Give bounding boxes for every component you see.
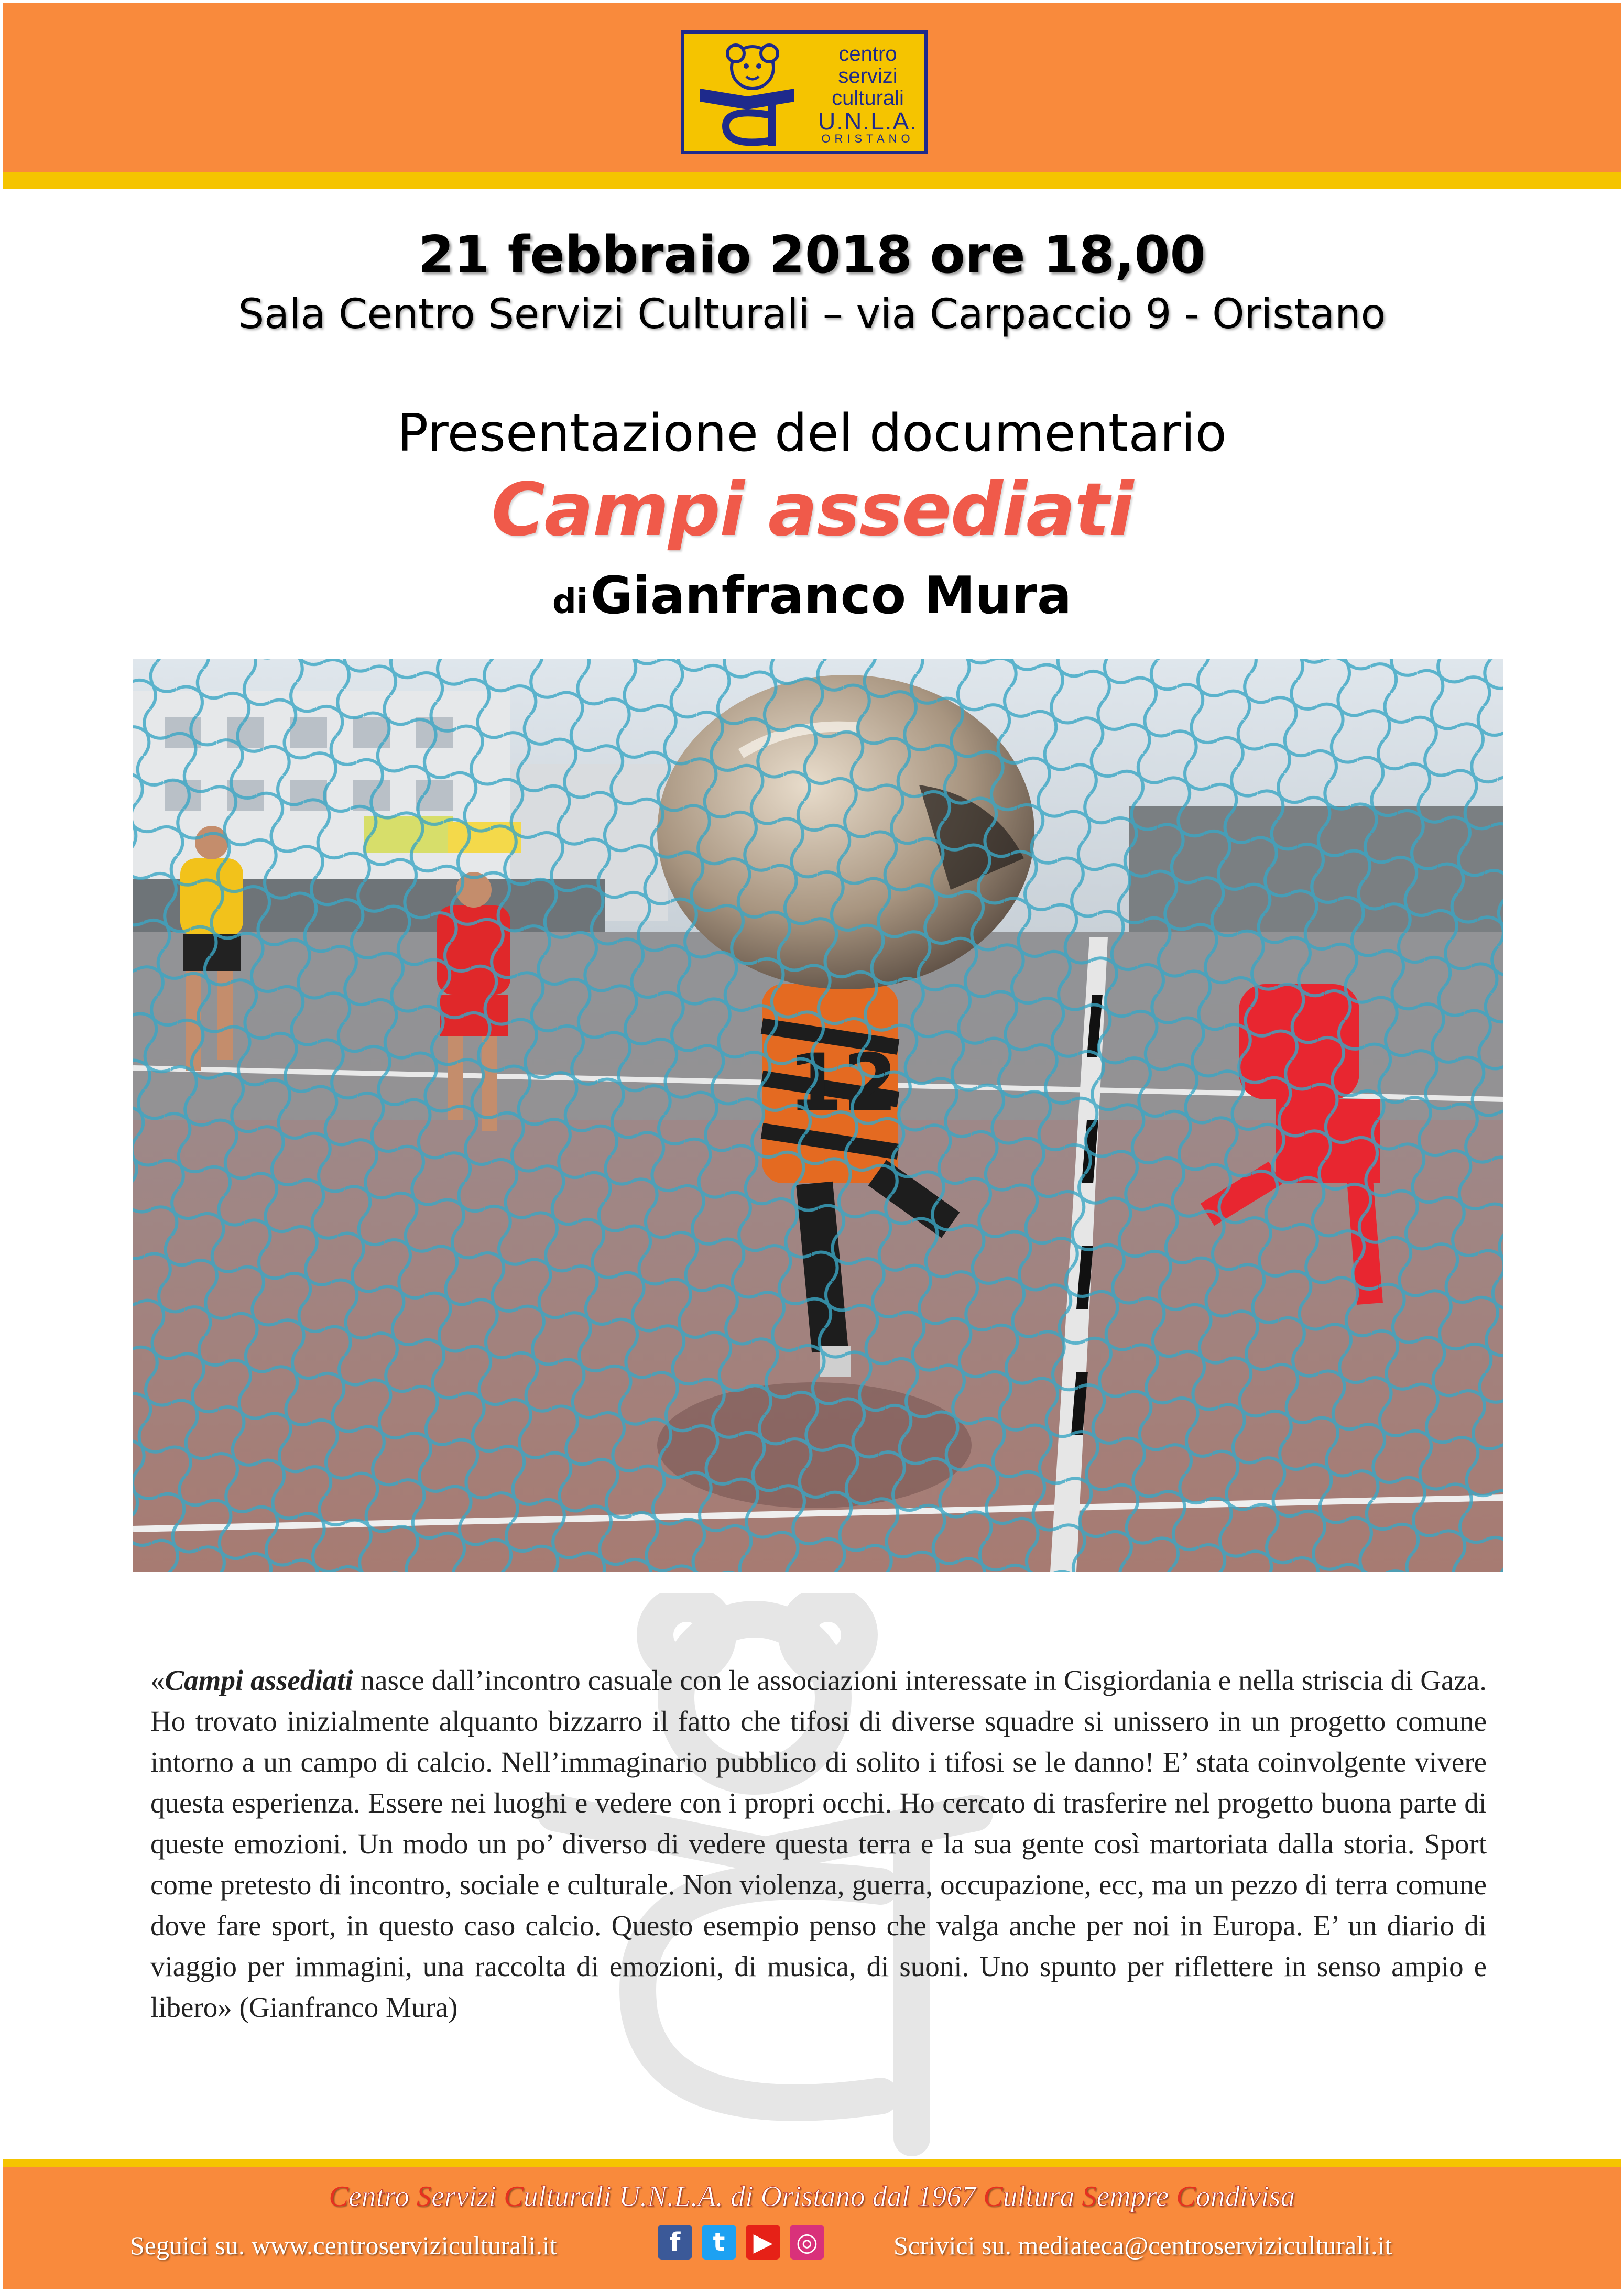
twitter-icon[interactable]: t	[702, 2225, 736, 2260]
film-title: Campi assediati	[491, 467, 1133, 553]
soccer-photo-illustration	[133, 659, 1503, 1572]
description-title-em: Campi assediati	[165, 1664, 353, 1696]
event-venue: Sala Centro Servizi Culturali – via Carpaccio 9 - Oristano	[238, 291, 1386, 338]
motto-cap: S	[417, 2180, 431, 2213]
presentation-heading: Presentazione del documentario	[397, 403, 1227, 463]
logo-unla: U.N.L.A.	[818, 107, 918, 135]
logo-line-1: centro	[838, 42, 897, 66]
author-line	[0, 566, 1624, 626]
motto-rest: ervizi	[431, 2180, 504, 2213]
film-still-photo	[133, 659, 1503, 1572]
footer-motto	[0, 2180, 1624, 2213]
motto-rest: ondivisa	[1195, 2180, 1295, 2213]
logo-text	[810, 43, 925, 146]
mascot-book-icon	[690, 39, 805, 149]
logo-city: ORISTANO	[821, 132, 914, 145]
documentary-description	[150, 1660, 1487, 2028]
website-link[interactable]: Seguici su. www.centroserviziculturali.it	[130, 2231, 557, 2260]
motto-cap: C	[504, 2180, 524, 2213]
footer-accent-strip	[3, 2159, 1621, 2167]
logo-line-2: servizi	[838, 64, 898, 88]
facebook-icon[interactable]: f	[658, 2225, 692, 2260]
motto-rest: ulturali U.N.L.A. di Oristano dal 1967	[523, 2180, 984, 2213]
instagram-icon[interactable]: ◎	[790, 2225, 824, 2260]
motto-rest: empre	[1096, 2180, 1176, 2213]
motto-cap: C	[329, 2180, 348, 2213]
email-link[interactable]: Scrivici su. mediateca@centroserviziculturali.it	[893, 2231, 1392, 2260]
motto-cap: S	[1082, 2180, 1097, 2213]
social-icons	[658, 2225, 824, 2260]
author-prefix: di	[552, 583, 588, 621]
unla-logo	[681, 30, 928, 154]
motto-rest: entro	[348, 2180, 417, 2213]
header-accent-strip	[3, 172, 1621, 189]
motto-rest: ultura	[1002, 2180, 1082, 2213]
motto-cap: C	[1176, 2180, 1196, 2213]
open-quote: «	[150, 1664, 165, 1696]
footer-band	[3, 2159, 1621, 2289]
event-date-time: 21 febbraio 2018 ore 18,00	[418, 225, 1206, 285]
logo-line-3: culturali	[832, 86, 904, 110]
author-name: Gianfranco Mura	[590, 566, 1072, 626]
description-text: nasce dall’incontro casuale con le associazioni interessate in Cisgiordania e nella striscia di Gaza. Ho trovato inizialmente alquanto bizzarro il fatto che tifosi di diverse squadre si unissero in un progetto comune intorno a un campo di calcio. Nell’immaginario pubblico di solito i tifosi se le danno! E’ stata coinvolgente vivere questa esperienza. Essere nei luoghi e vedere con i propri occhi. Ho cercato di trasferire nel progetto buona parte di queste emozioni. Un modo un po’ diverso di vedere questa terra e la sua gente così martoriata dalla storia. Sport come pretesto di incontro, sociale e culturale. Non violenza, guerra, occupazione, ecc, ma un pezzo di terra comune dove fare sport, in questo caso calcio. Questo esempio penso che valga anche per noi in Europa. E’ un diario di viaggio per immagini, una raccolta di emozioni, di musica, di suoni. Uno spunto per riflettere in senso ampio e libero» (Gianfranco Mura)	[150, 1664, 1487, 2023]
youtube-icon[interactable]: ▶	[746, 2225, 780, 2260]
motto-cap: C	[983, 2180, 1003, 2213]
